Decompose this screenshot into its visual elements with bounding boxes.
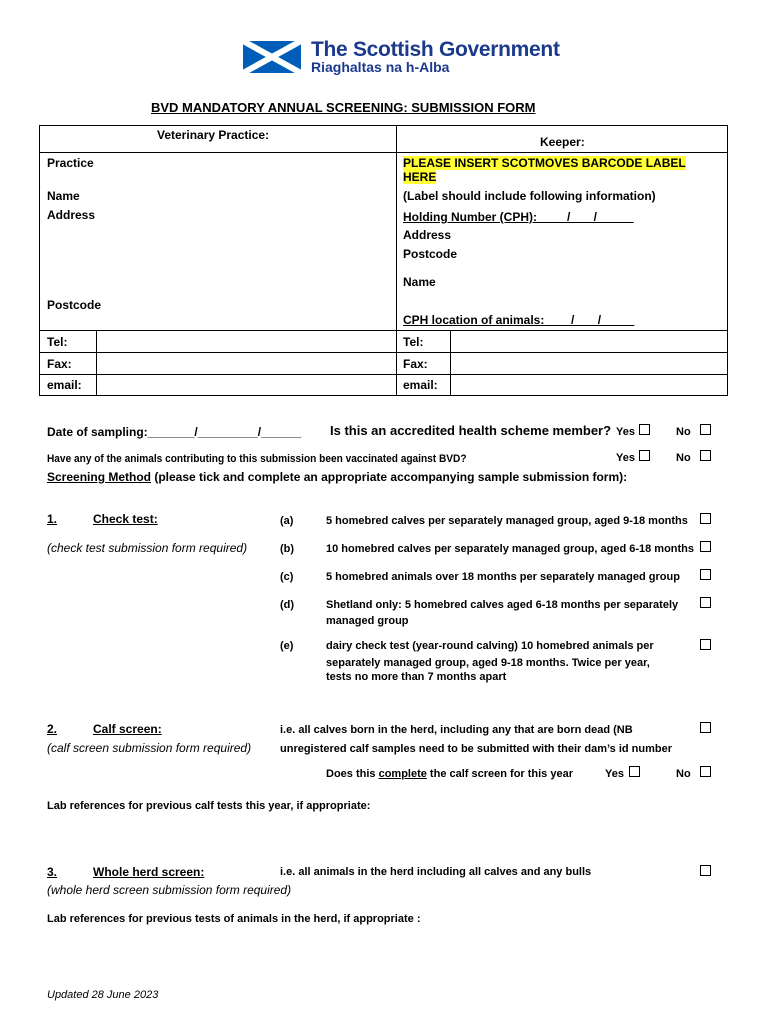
calf-screen-desc-line2: unregistered calf samples need to be submitted with their dam’s id number [280, 743, 673, 755]
vaccinated-no-label: No [676, 452, 691, 464]
calf-complete-yes-checkbox[interactable] [629, 766, 640, 777]
herd-lab-references-label: Lab references for previous tests of animals in the herd, if appropriate : [47, 913, 421, 925]
option-c-letter: (c) [280, 571, 294, 583]
vet-email-field[interactable] [97, 375, 395, 395]
option-e-text-line2: separately managed group, aged 9-18 months. Twice per year, [326, 657, 650, 669]
option-a-text: 5 homebred calves per separately managed group, aged 9-18 months [326, 515, 688, 527]
herd-lab-references-field[interactable] [47, 928, 727, 978]
updated-date: Updated 28 June 2023 [47, 989, 159, 1001]
org-name: The Scottish Government [311, 38, 560, 61]
whole-herd-desc: i.e. all animals in the herd including all calves and any bulls [280, 866, 592, 878]
calf-complete-question: Does this complete the calf screen for this year [326, 768, 573, 780]
option-c-checkbox[interactable] [700, 569, 711, 580]
option-e-letter: (e) [280, 640, 294, 652]
vet-name-label: Name [47, 189, 80, 203]
vaccinated-yes-label: Yes [616, 452, 635, 464]
vet-postcode-label: Postcode [47, 298, 102, 312]
cph-location-label: CPH location of animals: / / [403, 313, 635, 327]
keeper-heading: Keeper: [540, 135, 585, 149]
option-b-text: 10 homebred calves per separately managed group, aged 6-18 months [326, 543, 695, 555]
vaccinated-question: Have any of the animals contributing to this submission been vaccinated against BVD? [47, 453, 467, 465]
option-e-text-line3: tests no more than 7 months apart [326, 671, 507, 683]
vet-fax-label: Fax: [47, 357, 72, 371]
option-a-letter: (a) [280, 515, 294, 527]
accredited-no-checkbox[interactable] [700, 424, 711, 435]
vaccinated-no-checkbox[interactable] [700, 450, 711, 461]
option-e-text-line1: dairy check test (year-round calving) 10 homebred animals per [326, 640, 654, 652]
option-a-checkbox[interactable] [700, 513, 711, 524]
vet-fax-field[interactable] [97, 353, 395, 374]
screening-method-heading: Screening Method (please tick and complete an appropriate accompanying sample submission form): [47, 470, 628, 484]
barcode-instruction-line2: HERE [403, 170, 437, 184]
check-test-note: (check test submission form required) [47, 541, 248, 555]
label-info: (Label should include following information) [403, 189, 656, 203]
accredited-no-label: No [676, 426, 691, 438]
keeper-address-label: Address [403, 228, 452, 242]
calf-lab-references-field[interactable] [47, 815, 727, 855]
vet-address-label: Address [47, 208, 96, 222]
whole-herd-note: (whole herd screen submission form required) [47, 883, 292, 897]
calf-screen-note: (calf screen submission form required) [47, 741, 252, 755]
keeper-email-field[interactable] [451, 375, 727, 395]
option-d-checkbox[interactable] [700, 597, 711, 608]
calf-screen-number: 2. [47, 722, 58, 736]
whole-herd-checkbox[interactable] [700, 865, 711, 876]
calf-screen-desc-line1: i.e. all calves born in the herd, including any that are born dead (NB [280, 724, 633, 736]
option-d-text-line1: Shetland only: 5 homebred calves aged 6-18 months per separately [326, 599, 679, 611]
option-b-letter: (b) [280, 543, 295, 555]
option-e-checkbox[interactable] [700, 639, 711, 650]
keeper-tel-field[interactable] [451, 331, 727, 352]
option-d-text-line2: managed group [326, 615, 409, 627]
barcode-instruction-line1: PLEASE INSERT SCOTMOVES BARCODE LABEL [403, 156, 686, 170]
vet-tel-field[interactable] [97, 331, 395, 352]
option-b-checkbox[interactable] [700, 541, 711, 552]
calf-complete-no-checkbox[interactable] [700, 766, 711, 777]
vet-practice-label: Practice [47, 156, 94, 170]
check-test-number: 1. [47, 512, 58, 526]
accredited-question: Is this an accredited health scheme member? [330, 423, 612, 438]
logo [243, 40, 573, 76]
holding-number-label: Holding Number (CPH): / / [403, 210, 634, 224]
saltire-flag-icon [243, 41, 301, 73]
accredited-yes-label: Yes [616, 426, 635, 438]
vaccinated-yes-checkbox[interactable] [639, 450, 650, 461]
vet-tel-label: Tel: [47, 335, 68, 349]
keeper-fax-label: Fax: [403, 357, 428, 371]
org-gaelic-name: Riaghaltas na h-Alba [311, 59, 450, 75]
whole-herd-number: 3. [47, 865, 58, 879]
calf-screen-title: Calf screen: [93, 722, 162, 736]
whole-herd-title: Whole herd screen: [93, 865, 205, 879]
calf-complete-yes-label: Yes [605, 768, 624, 780]
vet-email-label: email: [47, 378, 82, 392]
keeper-email-label: email: [403, 378, 438, 392]
check-test-title: Check test: [93, 512, 158, 526]
option-c-text: 5 homebred animals over 18 months per separately managed group [326, 571, 680, 583]
keeper-name-label: Name [403, 275, 436, 289]
calf-lab-references-label: Lab references for previous calf tests this year, if appropriate: [47, 800, 371, 812]
option-d-letter: (d) [280, 599, 295, 611]
page-title: BVD MANDATORY ANNUAL SCREENING: SUBMISSION FORM [151, 100, 536, 115]
accredited-yes-checkbox[interactable] [639, 424, 650, 435]
calf-complete-no-label: No [676, 768, 691, 780]
keeper-tel-label: Tel: [403, 335, 424, 349]
keeper-fax-field[interactable] [451, 353, 727, 374]
calf-screen-checkbox[interactable] [700, 722, 711, 733]
date-of-sampling[interactable]: Date of sampling:_______/_________/______ [47, 425, 302, 439]
keeper-postcode-label: Postcode [403, 247, 458, 261]
vet-heading: Veterinary Practice: [157, 128, 270, 142]
